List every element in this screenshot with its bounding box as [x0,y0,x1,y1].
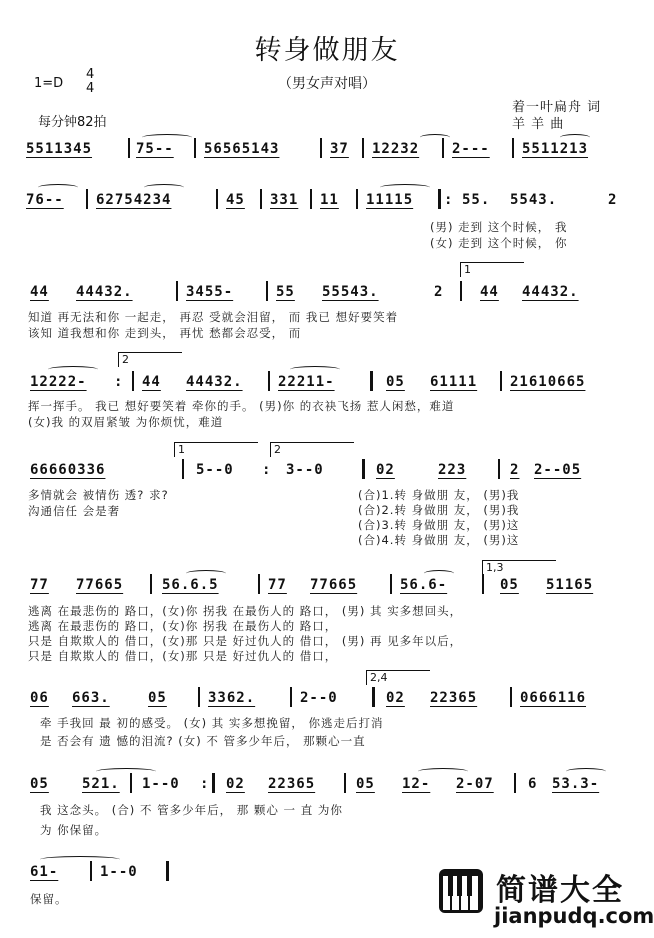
lyric-line: 是 否会有 遗 憾的泪流? (女) 不 管多少年后， 那颗心一直 [40,734,366,748]
measure: 05 [148,690,167,706]
measure: 56565143 [204,141,280,157]
watermark-url: jianpudq.com [494,904,654,928]
chorus-line: (合)3.转 身做朋 友， (男)这 [358,518,520,532]
barline [514,773,516,793]
tie [380,184,430,191]
measure: 77 [30,577,49,593]
chorus-line: (合)2.转 身做朋 友， (男)我 [358,503,520,517]
barline-thick [362,459,365,479]
measure: 44 [142,374,161,390]
measure: 11 [320,192,339,208]
volta-bracket: 2,4 [366,670,430,685]
measure: 77665 [76,577,124,593]
measure: 22211- [278,374,335,390]
lyric-line: 只是 自欺欺人的 借口，(女)那 只是 好过仇人的 借口， [28,649,338,663]
measure: 51165 [546,577,594,593]
barline-thick [438,189,441,209]
barline [128,138,130,158]
time-top: 4 [86,67,95,82]
lyric-line: 牵 手我回 最 初的感受。 (女) 其 实多想挽留， 你逃走后打消 [40,716,384,730]
measure: 44 [30,284,49,300]
key-signature: 1=D [34,76,64,91]
final-barline [166,861,169,881]
barline [130,773,132,793]
measure: 05 [356,776,375,792]
volta-bracket: 1 [174,442,258,457]
measure: 6 [528,776,538,792]
measure: 37 [330,141,349,157]
tie [418,768,468,775]
lyric-line: 知道 再无法和你 一起走， 再忍 受就会泪留， 而 我已 想好要笑着 [28,310,399,324]
measure: 02 [226,776,245,792]
barline-thick [370,371,373,391]
barline [510,687,512,707]
barline [344,773,346,793]
measure: 75-- [136,141,174,157]
tie [420,134,450,141]
barline [90,861,92,881]
tie [144,184,184,191]
barline [356,189,358,209]
measure: 44432. [76,284,133,300]
measure: 1--0 [142,776,180,792]
tie [424,570,454,577]
measure: 05 [386,374,405,390]
measure: 5511345 [26,141,93,157]
measure: 3455- [186,284,234,300]
tie [566,768,606,775]
measure: 5543. [510,192,558,208]
time-bottom: 4 [86,81,95,96]
tie [142,134,192,141]
barline [362,138,364,158]
measure: 55. [462,192,491,208]
barline [460,281,462,301]
barline [132,371,134,391]
measure: 66660336 [30,462,106,478]
song-subtitle: （男女声对唱） [278,76,376,92]
measure: 11115 [366,192,414,208]
tie [38,184,78,191]
measure: 3--0 [286,462,324,478]
measure: 55543. [322,284,379,300]
lyricist-credit: 着一叶扁舟 词 [512,100,602,115]
measure: 02 [386,690,405,706]
measure: 21610665 [510,374,586,390]
barline [194,138,196,158]
measure: 12232 [372,141,420,157]
lyric-line: (女)我 的双眉紧皱 为你烦忧，难道 [28,415,224,429]
measure: 44 [480,284,499,300]
lyric-line: (男) 走到 这个时候， 我 [430,220,568,234]
measure: 2--05 [534,462,582,478]
lyric-line: 挥一挥手。 我已 想好要笑着 牵你的手。 (男)你 的衣袂飞扬 惹人闲愁，难道 [28,399,455,413]
time-signature [86,68,94,96]
measure: 56.6.5 [162,577,219,593]
lyric-line: 逃离 在最悲伤的 路口，(女)你 拐我 在最伤人的 路口， [28,619,338,633]
measure: 2 [434,284,444,300]
lyric-line: 保留。 [30,892,68,906]
barline [176,281,178,301]
barline [182,459,184,479]
measure: 02 [376,462,395,478]
measure: 1--0 [100,864,138,880]
barline [390,574,392,594]
barline [500,371,502,391]
barline [320,138,322,158]
measure: 05 [500,577,519,593]
tie [290,366,340,373]
volta-bracket: 1,3 [482,560,556,575]
measure: 44432. [186,374,243,390]
tie [48,366,98,373]
measure: 77 [268,577,287,593]
lyric-line: 只是 自欺欺人的 借口，(女)那 只是 好过仇人的 借口， (男) 再 见多年以后， [28,634,463,648]
measure: 331 [270,192,299,208]
barline [216,189,218,209]
repeat-start-sign: : [444,192,454,208]
lyric-line: 逃离 在最悲伤的 路口，(女)你 拐我 在最伤人的 路口， (男) 其 实多想回头， [28,604,463,618]
volta-bracket: 2 [270,442,354,457]
chorus-line: (合)1.转 身做朋 友， (男)我 [358,488,520,502]
measure: 12- [402,776,431,792]
tie [186,570,226,577]
measure: 3362. [208,690,256,706]
measure: 2--- [452,141,490,157]
measure: 2--0 [300,690,338,706]
barline [260,189,262,209]
barline [442,138,444,158]
barline-thick [212,773,215,793]
measure: 521. [82,776,120,792]
tie [40,856,120,863]
measure: 56.6- [400,577,448,593]
tempo-marking: 每分钟82拍 [38,115,107,130]
barline [266,281,268,301]
lyric-line: 为 你保留。 [40,823,108,837]
barline [512,138,514,158]
volta-bracket: 1 [460,262,524,277]
measure: 12222- [30,374,87,390]
barline [482,574,484,594]
measure: 223 [438,462,467,478]
repeat-end-sign: : [262,462,272,478]
measure: 5511213 [522,141,589,157]
measure: 06 [30,690,49,706]
watermark-logo-text: 简谱大全 [496,873,624,908]
barline [498,459,500,479]
barline [268,371,270,391]
barline [86,189,88,209]
lyric-line: 沟通信任 会是奢 [28,504,121,518]
measure: 55 [276,284,295,300]
barline [290,687,292,707]
lyric-line: 多情就会 被情伤 透? 求? [28,488,169,502]
repeat-end-sign: : [114,374,124,390]
song-title: 转身做朋友 [254,35,400,66]
piano-keys-icon [438,868,484,914]
lyric-line: 我 这念头。 (合) 不 管多少年后， 那 颗心 一 直 为你 [40,803,343,817]
tie [560,134,590,141]
measure: 05 [30,776,49,792]
tie [96,768,156,775]
barline [198,687,200,707]
lyric-line: (女) 走到 这个时候， 你 [430,236,568,250]
measure: 45 [226,192,245,208]
measure: 77665 [310,577,358,593]
measure: 5--0 [196,462,234,478]
barline [150,574,152,594]
chorus-line: (合)4.转 身做朋 友， (男)这 [358,533,520,547]
measure: 61- [30,864,59,880]
measure: 2 [510,462,520,478]
measure: 62754234 [96,192,172,208]
barline-thick [372,687,375,707]
measure: 61111 [430,374,478,390]
composer-credit: 羊 羊 曲 [512,117,565,132]
repeat-end-sign: : [200,776,210,792]
measure: 2 [608,192,618,208]
measure: 76-- [26,192,64,208]
measure: 44432. [522,284,579,300]
measure: 0666116 [520,690,587,706]
measure: 22365 [268,776,316,792]
volta-bracket: 2 [118,352,182,367]
measure: 2-07 [456,776,494,792]
lyric-line: 该知 道我想和你 走到头， 再忧 愁都会忍受， 而 [28,326,302,340]
measure: 22365 [430,690,478,706]
barline [258,574,260,594]
measure: 663. [72,690,110,706]
barline [310,189,312,209]
measure: 53.3- [552,776,600,792]
